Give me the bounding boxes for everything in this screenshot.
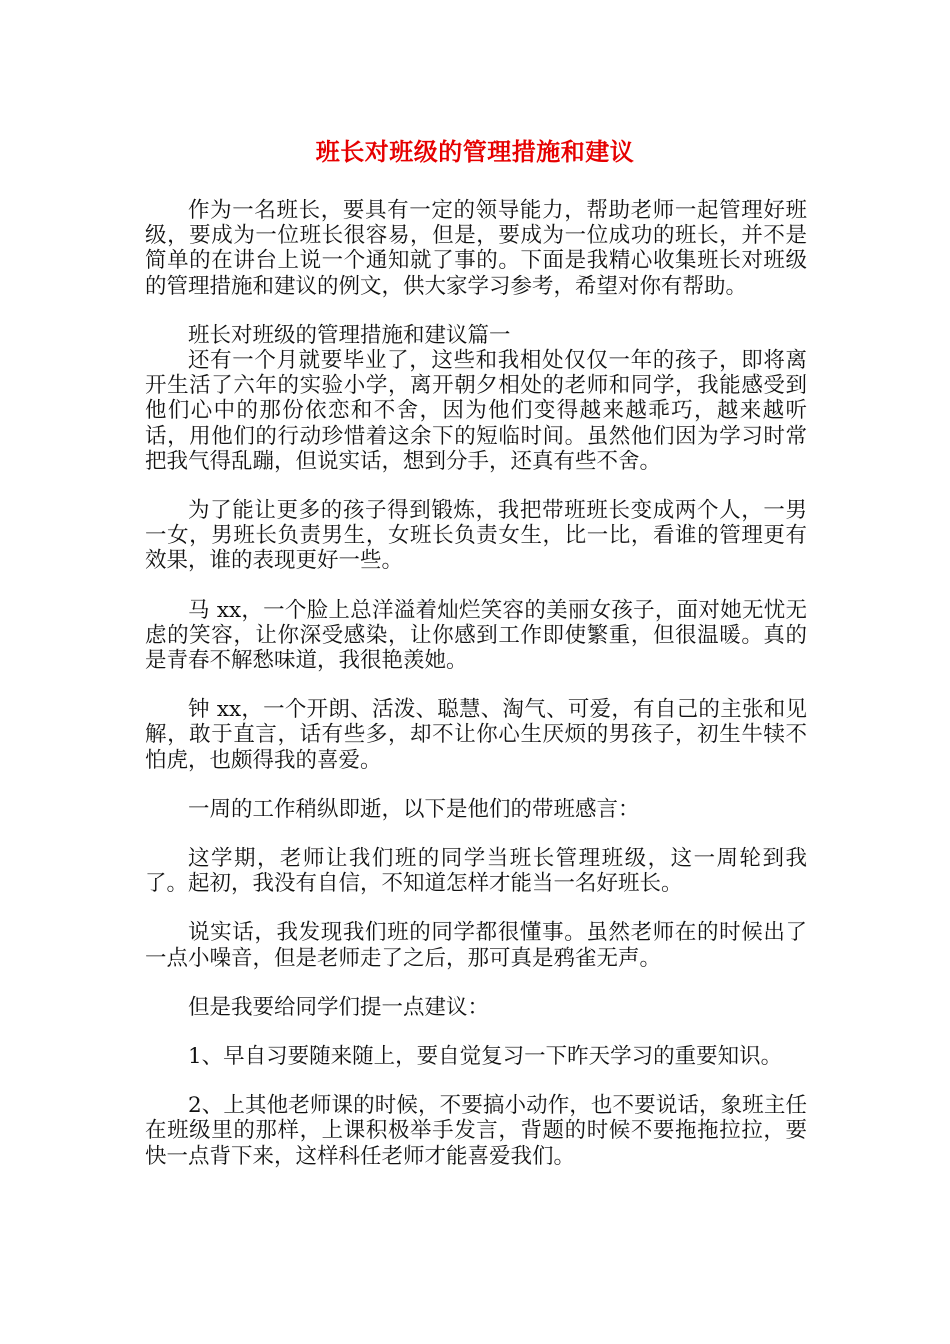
document-body (145, 198, 807, 1193)
body-paragraph: 说实话，我发现我们班的同学都很懂事。虽然老师在的时候出了一点小噪音，但是老师走了之后，那可真是鸦雀无声。 (145, 920, 807, 971)
body-paragraph: 一周的工作稍纵即逝，以下是他们的带班感言： (188, 796, 640, 822)
document-title: 班长对班级的管理措施和建议 (315, 138, 635, 166)
body-paragraph: 为了能让更多的孩子得到锻炼，我把带班班长变成两个人，一男一女，男班长负责男生，女班长负责女生，比一比，看谁的管理更有效果，谁的表现更好一些。 (145, 498, 807, 574)
intro-paragraph: 作为一名班长，要具有一定的领导能力，帮助老师一起管理好班级，要成为一位班长很容易，但是，要成为一位成功的班长，并不是简单的在讲台上说一个通知就了事的。下面是我精心收集班长对班级的管理措施和建议的例文，供大家学习参考，希望对你有帮助。 (145, 198, 807, 299)
body-paragraph: 马 xx，一个脸上总洋溢着灿烂笑容的美丽女孩子，面对她无忧无虑的笑容，让你深受感染，让你感到工作即使繁重，但很温暖。真的是青春不解愁味道，我很艳羡她。 (145, 597, 807, 674)
list-item: 1、早自习要随来随上，要自觉复习一下昨天学习的重要知识。 (188, 1044, 783, 1070)
body-paragraph: 这学期，老师让我们班的同学当班长管理班级，这一周轮到我了。起初，我没有自信，不知道怎样才能当一名好班长。 (145, 846, 807, 897)
body-paragraph: 还有一个月就要毕业了，这些和我相处仅仅一年的孩子，即将离开生活了六年的实验小学，离开朝夕相处的老师和同学，我能感受到他们心中的那份依恋和不舍，因为他们变得越来越乖巧，越来越听话，用他们的行动珍惜着这余下的短临时间。虽然他们因为学习时常把我气得乱蹦，但说实话，想到分手，还真有些不舍。 (145, 348, 807, 474)
body-paragraph: 钟 xx，一个开朗、活泼、聪慧、淘气、可爱，有自己的主张和见解，敢于直言，话有些多，却不让你心生厌烦的男孩子，初生牛犊不怕虎，也颇得我的喜爱。 (145, 697, 807, 773)
body-paragraph: 但是我要给同学们提一点建议： (188, 994, 490, 1020)
section-heading: 班长对班级的管理措施和建议篇一 (188, 322, 511, 348)
list-item: 2、上其他老师课的时候，不要搞小动作，也不要说话，象班主任在班级里的那样，上课积极举手发言，背题的时候不要拖拖拉拉，要快一点背下来，这样科任老师才能喜爱我们。 (145, 1093, 807, 1169)
